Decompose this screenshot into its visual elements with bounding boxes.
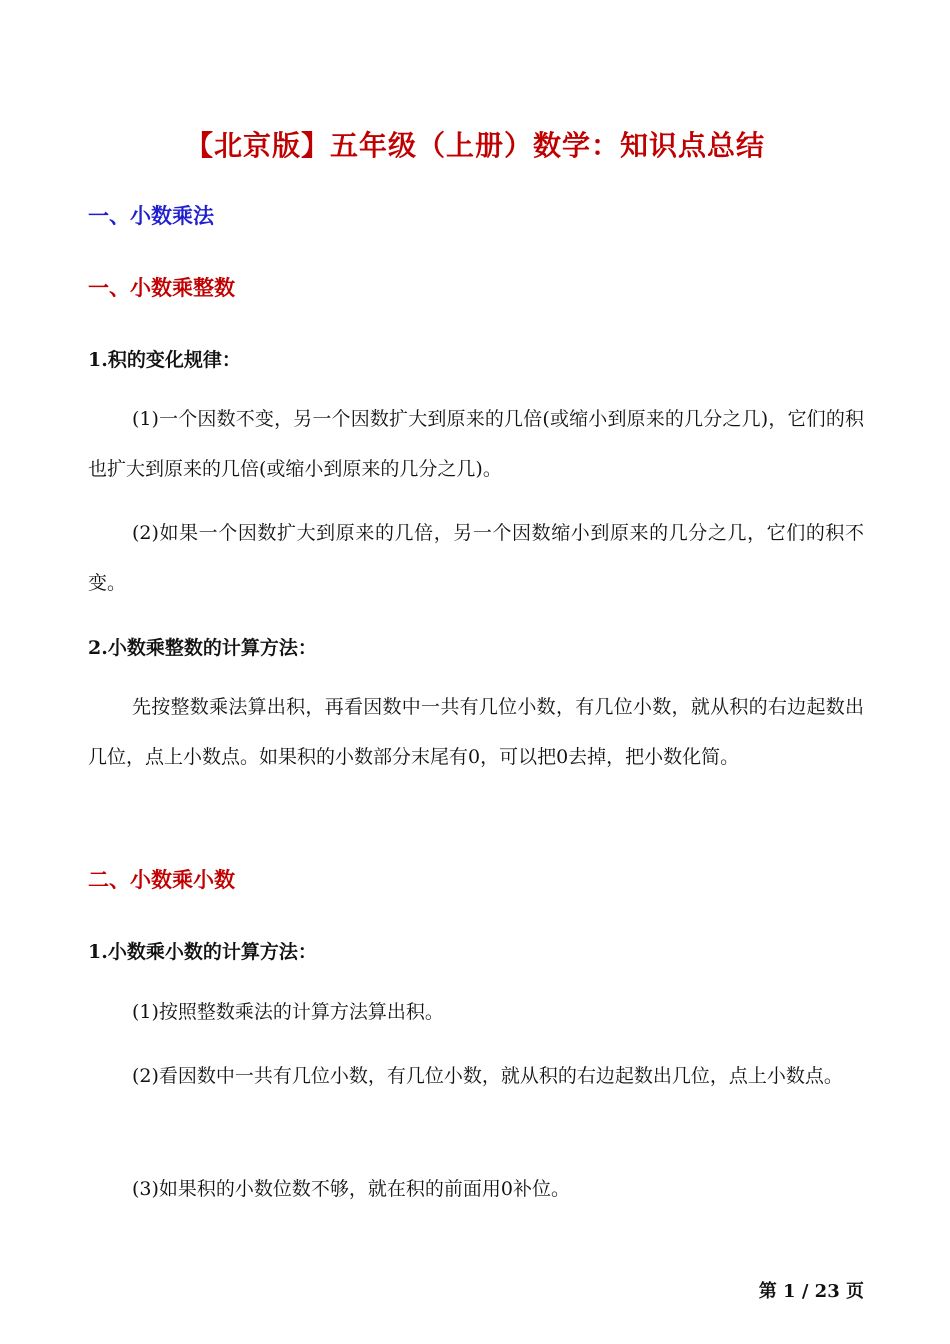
document-title: 【北京版】五年级（上册）数学：知识点总结 xyxy=(184,129,765,162)
paragraph-2-1-1: (1)按照整数乘法的计算方法算出积。 xyxy=(132,1001,444,1023)
subsection-heading-1-1: 1.积的变化规律： xyxy=(88,349,241,371)
paragraph-1-2-1: 先按整数乘法算出积，再看因数中一共有几位小数，有几位小数，就从积的右边起数出几位，点上小数点。如果积的小数部分末尾有0，可以把0去掉，把小数化简。 xyxy=(88,696,864,768)
section-heading-1: 一、小数乘整数 xyxy=(88,275,235,300)
paragraph-1-1-2: (2)如果一个因数扩大到原来的几倍，另一个因数缩小到原来的几分之几，它们的积不变。 xyxy=(88,522,864,594)
paragraph-2-1-2: (2)看因数中一共有几位小数，有几位小数，就从积的右边起数出几位，点上小数点。 xyxy=(132,1065,843,1087)
chapter-heading: 一、小数乘法 xyxy=(88,203,214,228)
section-heading-2: 二、小数乘小数 xyxy=(88,867,235,892)
subsection-heading-2-1: 1.小数乘小数的计算方法： xyxy=(88,941,317,963)
page-number: 第 1 / 23 页 xyxy=(758,1281,864,1302)
paragraph-1-1-1: (1)一个因数不变，另一个因数扩大到原来的几倍(或缩小到原来的几分之几)，它们的积也扩大到原来的几倍(或缩小到原来的几分之几)。 xyxy=(88,408,864,480)
subsection-heading-1-2: 2.小数乘整数的计算方法： xyxy=(88,637,317,659)
paragraph-2-1-3: (3)如果积的小数位数不够，就在积的前面用0补位。 xyxy=(132,1178,571,1200)
